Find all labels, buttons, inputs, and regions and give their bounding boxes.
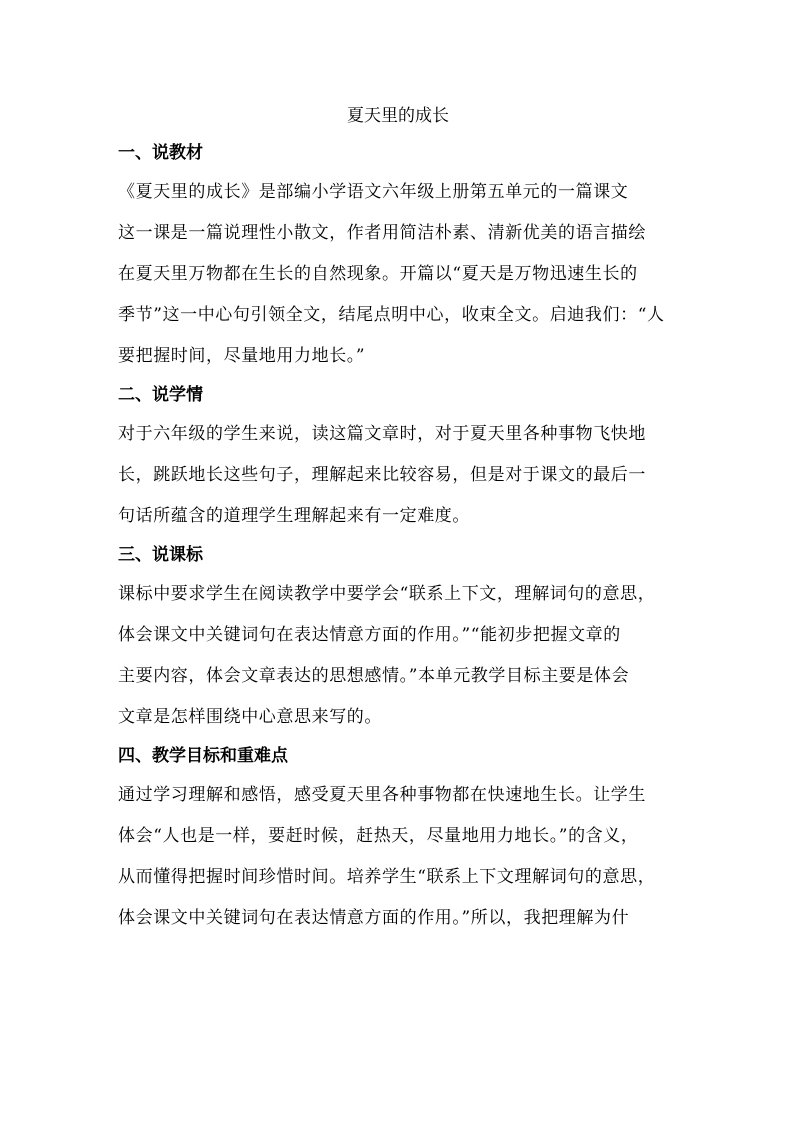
paragraph-line: 长，跳跃地长这些句子，理解起来比较容易，但是对于课文的最后一 xyxy=(118,465,646,485)
section-heading: 三、说课标 xyxy=(118,545,203,565)
paragraph-line: 要把握时间，尽量地用力地长。” xyxy=(118,346,366,366)
paragraph-line: 句话所蕴含的道理学生理解起来有一定难度。 xyxy=(118,506,470,526)
paragraph-line: 体会“人也是一样，要赶时候，赶热天，尽量地用力地长。”的含义， xyxy=(118,826,639,846)
section-heading: 一、说教材 xyxy=(118,143,203,163)
paragraph-line: 从而懂得把握时间珍惜时间。培养学生“联系上下文理解词句的意思， xyxy=(118,867,656,887)
paragraph-line: 季节”这一中心句引领全文，结尾点明中心，收束全文。启迪我们：“人 xyxy=(118,305,665,325)
paragraph-line: 文章是怎样围绕中心意思来写的。 xyxy=(118,707,382,727)
section-paragraph xyxy=(118,414,678,537)
document-title: 夏天里的成长 xyxy=(347,106,449,126)
section-paragraph xyxy=(118,172,678,377)
section-students xyxy=(118,377,678,537)
paragraph-line: 主要内容，体会文章表达的思想感情。”本单元教学目标主要是体会 xyxy=(118,666,630,686)
paragraph-line: 对于六年级的学生来说，读这篇文章时，对于夏天里各种事物飞快地 xyxy=(118,424,646,444)
paragraph-line: 《夏天里的成长》是部编小学语文六年级上册第五单元的一篇课文 xyxy=(118,182,629,202)
section-textbook xyxy=(118,135,678,377)
document-body xyxy=(118,103,678,939)
paragraph-line: 通过学习理解和感悟，感受夏天里各种事物都在快速地生长。让学生 xyxy=(118,785,646,805)
section-heading: 四、教学目标和重难点 xyxy=(118,746,288,766)
paragraph-line: 这一课是一篇说理性小散文，作者用简洁朴素、清新优美的语言描绘 xyxy=(118,223,646,243)
section-paragraph xyxy=(118,574,678,738)
section-curriculum xyxy=(118,537,678,738)
paragraph-line: 在夏天里万物都在生长的自然现象。开篇以“夏天是万物迅速生长的 xyxy=(118,264,638,284)
section-objectives xyxy=(118,738,678,939)
section-heading: 二、说学情 xyxy=(118,385,203,405)
paragraph-line: 体会课文中关键词句在表达情意方面的作用。”“能初步把握文章的 xyxy=(118,625,621,645)
paragraph-line: 体会课文中关键词句在表达情意方面的作用。”所以，我把理解为什 xyxy=(118,908,630,928)
paragraph-line: 课标中要求学生在阅读教学中要学会“联系上下文，理解词句的意思， xyxy=(118,584,656,604)
section-paragraph xyxy=(118,775,678,939)
